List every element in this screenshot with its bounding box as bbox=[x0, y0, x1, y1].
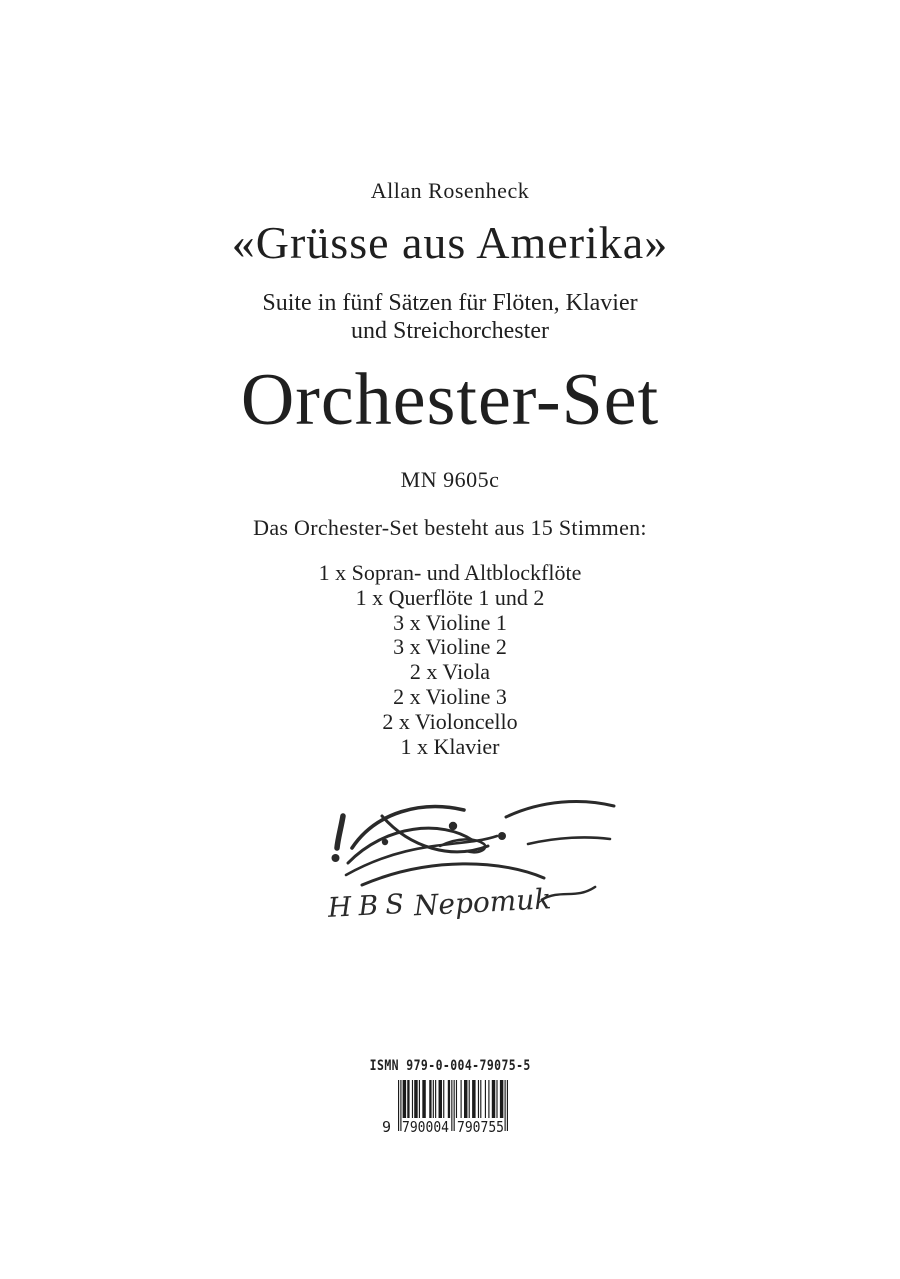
part-item: 2 x Violine 3 bbox=[393, 683, 507, 709]
parts-list bbox=[0, 561, 900, 759]
composer-name: Allan Rosenheck bbox=[370, 178, 530, 203]
part-item: 1 x Querflöte 1 und 2 bbox=[355, 584, 545, 610]
publisher-logo bbox=[290, 786, 625, 931]
work-title: «Grüsse aus Amerika» bbox=[231, 217, 669, 268]
barcode-digits-right: 790755 bbox=[457, 1118, 504, 1136]
logo-nepomuk-text: Nepomuk bbox=[413, 882, 553, 923]
logo-flourish-icon bbox=[332, 801, 615, 885]
logo-signature bbox=[326, 879, 596, 927]
part-item: 2 x Violoncello bbox=[382, 708, 518, 734]
edition-title: Orchester-Set bbox=[240, 359, 660, 441]
publisher-logo-graphic bbox=[290, 786, 625, 931]
barcode-digits-left: 790004 bbox=[402, 1118, 449, 1136]
logo-hbs-text: HBS bbox=[327, 888, 412, 924]
barcode-block bbox=[382, 1080, 514, 1138]
catalog-number: MN 9605c bbox=[400, 467, 500, 492]
ismn-number: ISMN 979-0-004-79075-5 bbox=[369, 1058, 531, 1074]
ean-barcode bbox=[382, 1080, 514, 1138]
subtitle-line-2: und Streichorchester bbox=[351, 318, 549, 344]
subtitle-line-1: Suite in fünf Sätzen für Flöten, Klavier bbox=[262, 290, 638, 316]
work-subtitle bbox=[0, 289, 900, 345]
part-item: 3 x Violine 1 bbox=[393, 609, 507, 635]
part-item: 1 x Sopran- und Altblockflöte bbox=[318, 560, 582, 585]
contents-heading: Das Orchester-Set besteht aus 15 Stimmen: bbox=[253, 515, 647, 540]
part-item: 2 x Viola bbox=[409, 659, 491, 685]
part-item: 1 x Klavier bbox=[400, 733, 500, 759]
barcode-digit-first: 9 bbox=[382, 1118, 392, 1136]
part-item: 3 x Violine 2 bbox=[393, 634, 507, 660]
